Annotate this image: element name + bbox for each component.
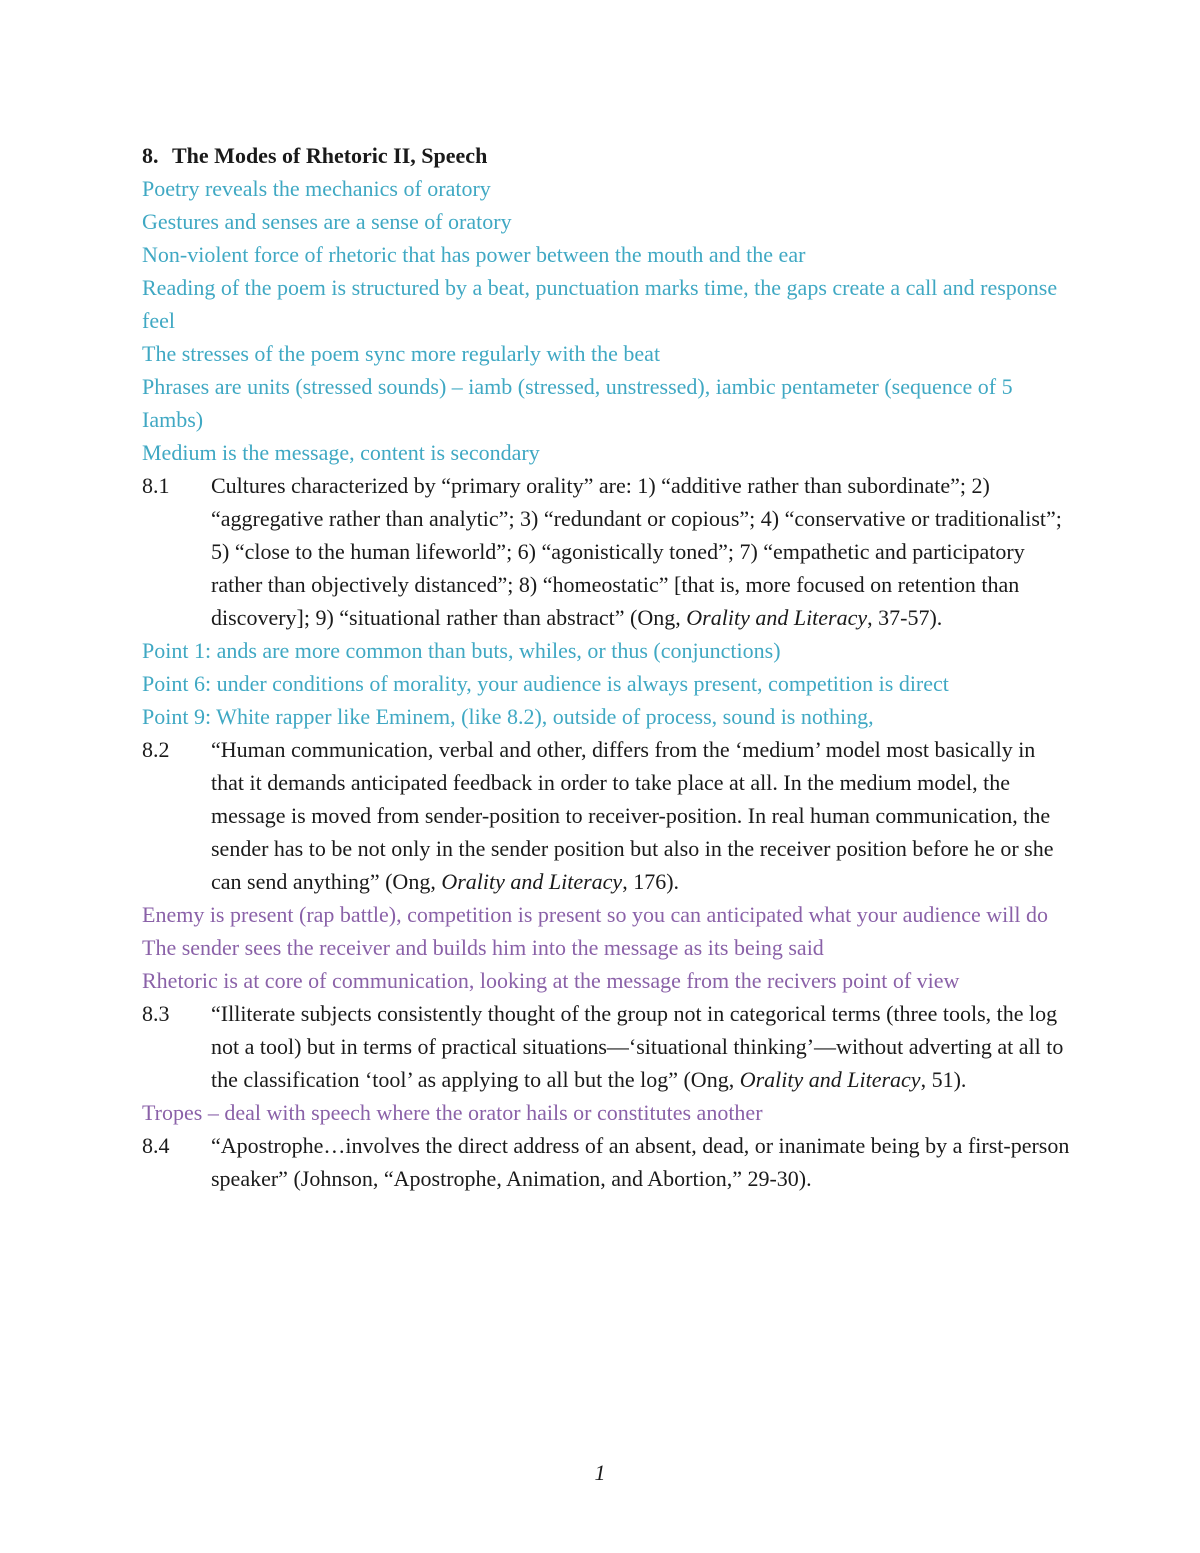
item-number: 8.2 xyxy=(142,737,170,762)
note-line: Point 1: ands are more common than buts, whiles, or thus (conjunctions) xyxy=(142,638,781,663)
section-title: The Modes of Rhetoric II, Speech xyxy=(172,143,488,168)
citation-title: Orality and Literacy xyxy=(739,1067,921,1092)
quote-text: “Human communication, verbal and other, differs from the ‘medium’ model most basically in that it demands anticipated feedback in order to take place at all. In the medium model, the message is moved from sender-position to receiver-position. In real human communication, the sender has to be not only in the sender position but also in the receiver position before he or she can send anything” (Ong, xyxy=(211,737,1054,894)
quote-item-8-4 xyxy=(142,1129,1072,1195)
note-line: Poetry reveals the mechanics of oratory xyxy=(142,176,491,201)
citation-pages: , 37-57). xyxy=(867,605,943,630)
quote-item-8-1 xyxy=(142,469,1072,634)
citation-title: Orality and Literacy xyxy=(686,605,868,630)
note-line: The stresses of the poem sync more regularly with the beat xyxy=(142,341,661,366)
note-line: Point 6: under conditions of morality, your audience is always present, competition is direct xyxy=(142,671,949,696)
document-page xyxy=(142,139,1072,1195)
page-number: 1 xyxy=(594,1460,606,1485)
note-line: Medium is the message, content is secondary xyxy=(142,440,540,465)
note-line: Rhetoric is at core of communication, looking at the message from the recivers point of view xyxy=(142,968,960,993)
item-number: 8.3 xyxy=(142,1001,170,1026)
note-line: Gestures and senses are a sense of oratory xyxy=(142,209,512,234)
quote-item-8-2 xyxy=(142,733,1072,898)
section-number: 8. xyxy=(142,143,159,168)
item-number: 8.1 xyxy=(142,473,170,498)
note-line: Enemy is present (rap battle), competition is present so you can anticipated what your audience will do xyxy=(142,902,1049,927)
citation-title: Orality and Literacy xyxy=(441,869,623,894)
note-line: Point 9: White rapper like Eminem, (like 8.2), outside of process, sound is nothing, xyxy=(142,704,874,729)
citation-pages: , 176). xyxy=(622,869,680,894)
quote-text: “Apostrophe…involves the direct address of an absent, dead, or inanimate being by a first-person speaker” (Johnson, “Apostrophe, Animation, and Abortion,” 29-30). xyxy=(211,1133,1070,1191)
quote-text: “Illiterate subjects consistently thought of the group not in categorical terms (three tools, the log not a tool) but in terms of practical situations—‘situational thinking’—without adverting at all to the classification ‘tool’ as applying to all but the log” (Ong, xyxy=(211,1001,1064,1092)
note-line: Non-violent force of rhetoric that has power between the mouth and the ear xyxy=(142,242,806,267)
note-line: Phrases are units (stressed sounds) – iamb (stressed, unstressed), iambic pentameter (sequence of 5 Iambs) xyxy=(142,374,1013,432)
note-line: The sender sees the receiver and builds him into the message as its being said xyxy=(142,935,824,960)
quote-item-8-3 xyxy=(142,997,1072,1096)
note-line: Reading of the poem is structured by a beat, punctuation marks time, the gaps create a call and response feel xyxy=(142,275,1058,333)
quote-text: Cultures characterized by “primary orality” are: 1) “additive rather than subordinate”; 2) “aggregative rather than analytic”; 3) “redundant or copious”; 4) “conservative or traditionalist”; 5) “close to the human lifeworld”; 6) “agonistically toned”; 7) “empathetic and participatory rather than objectively distanced”; 8) “homeostatic” [that is, more focused on retention than discovery]; 9) “situational rather than abstract” (Ong, xyxy=(211,473,1062,630)
item-number: 8.4 xyxy=(142,1133,170,1158)
citation-pages: , 51). xyxy=(920,1067,967,1092)
note-line: Tropes – deal with speech where the orator hails or constitutes another xyxy=(142,1100,763,1125)
section-heading xyxy=(142,139,1072,172)
